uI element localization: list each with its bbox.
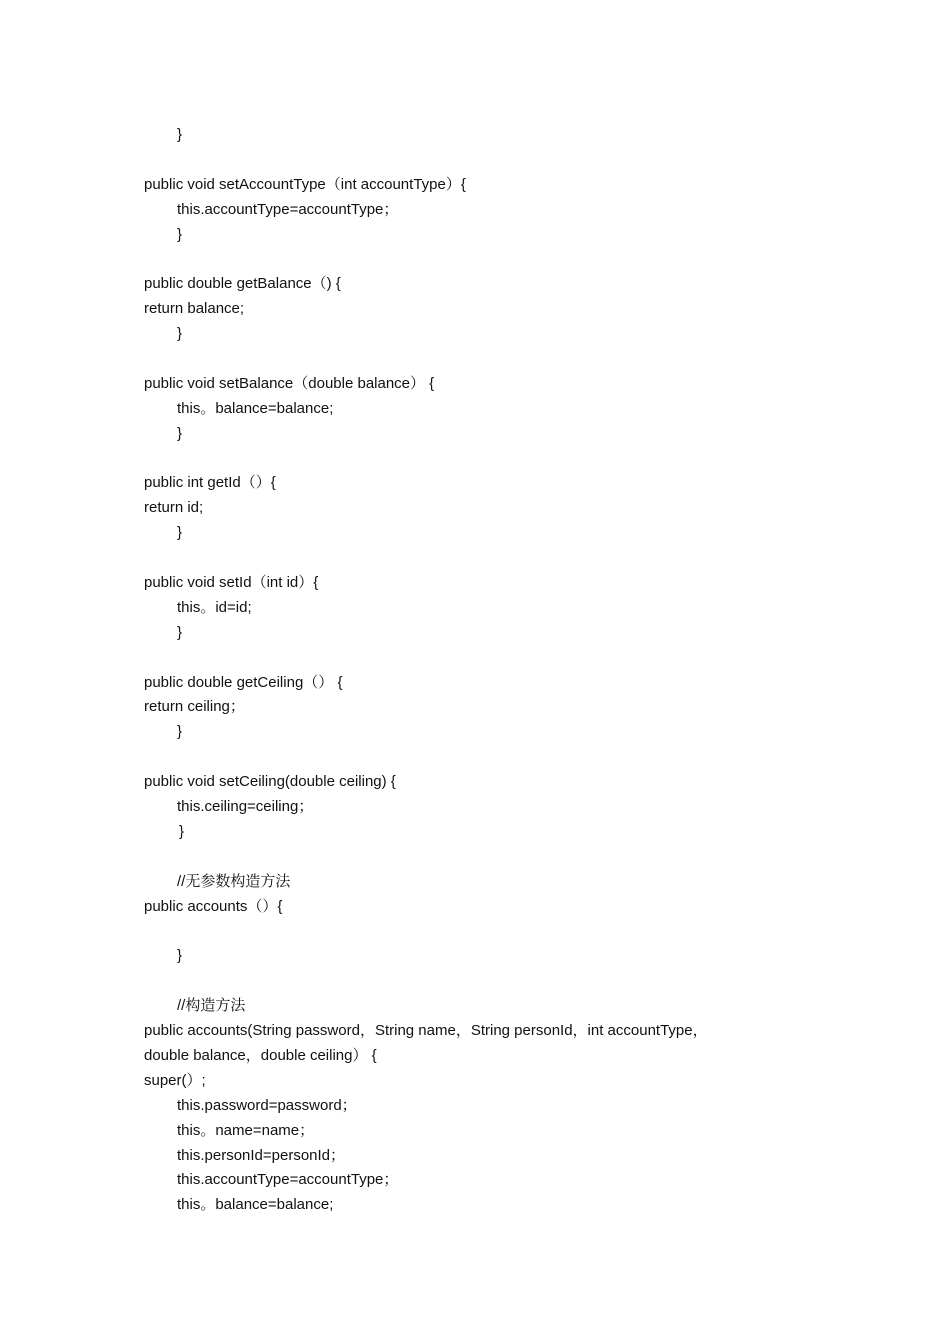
code-line: this.personId=personId； — [177, 1146, 346, 1164]
code-listing — [144, 123, 904, 1218]
code-line: public accounts（）{ — [144, 897, 283, 915]
code-line: public int getId（）{ — [144, 474, 276, 492]
code-line: } — [177, 126, 183, 143]
code-line: public void setAccountType（int accountType）{ — [144, 175, 466, 193]
blank-line — [144, 745, 904, 770]
code-line: this.accountType=accountType； — [177, 200, 399, 218]
code-line: this.accountType=accountType； — [177, 1171, 399, 1189]
code-line: } — [177, 947, 183, 965]
code-line: double balance，double ceiling） { — [144, 1046, 377, 1064]
code-line: } — [179, 822, 185, 840]
code-line: public double getCeiling（） { — [144, 673, 343, 691]
code-line: public void setBalance（double balance） { — [144, 374, 435, 392]
blank-line — [144, 546, 904, 571]
code-line: public void setId（int id）{ — [144, 574, 319, 592]
code-line: this.password=password； — [177, 1096, 357, 1114]
code-line: this。name=name； — [177, 1121, 315, 1139]
code-line: } — [177, 524, 183, 542]
code-line: } — [177, 723, 183, 741]
code-line: public accounts(String password，String name，String personId，int accountType， — [144, 1022, 708, 1040]
blank-line — [144, 347, 904, 372]
code-line: this。balance=balance; — [177, 1196, 334, 1214]
code-line: super(）; — [144, 1071, 206, 1089]
code-line: return ceiling； — [144, 698, 245, 716]
blank-line — [144, 646, 904, 671]
code-line: } — [177, 424, 183, 442]
blank-line — [144, 148, 904, 173]
code-line: //构造方法 — [177, 997, 246, 1015]
code-line: this。balance=balance; — [177, 399, 334, 417]
blank-line — [144, 247, 904, 272]
blank-line — [144, 969, 904, 994]
blank-line — [144, 845, 904, 870]
code-line: } — [177, 623, 183, 641]
code-line: return balance; — [144, 300, 245, 318]
code-line: return id; — [144, 499, 204, 517]
blank-line — [144, 447, 904, 472]
code-line: } — [177, 225, 183, 243]
code-line: } — [177, 325, 183, 343]
code-line: //无参数构造方法 — [177, 872, 291, 890]
blank-line — [144, 920, 904, 945]
code-line: this.ceiling=ceiling； — [177, 798, 314, 816]
code-line: public double getBalance（) { — [144, 275, 341, 293]
code-line: this。id=id; — [177, 598, 252, 616]
code-line: public void setCeiling(double ceiling) { — [144, 773, 396, 791]
